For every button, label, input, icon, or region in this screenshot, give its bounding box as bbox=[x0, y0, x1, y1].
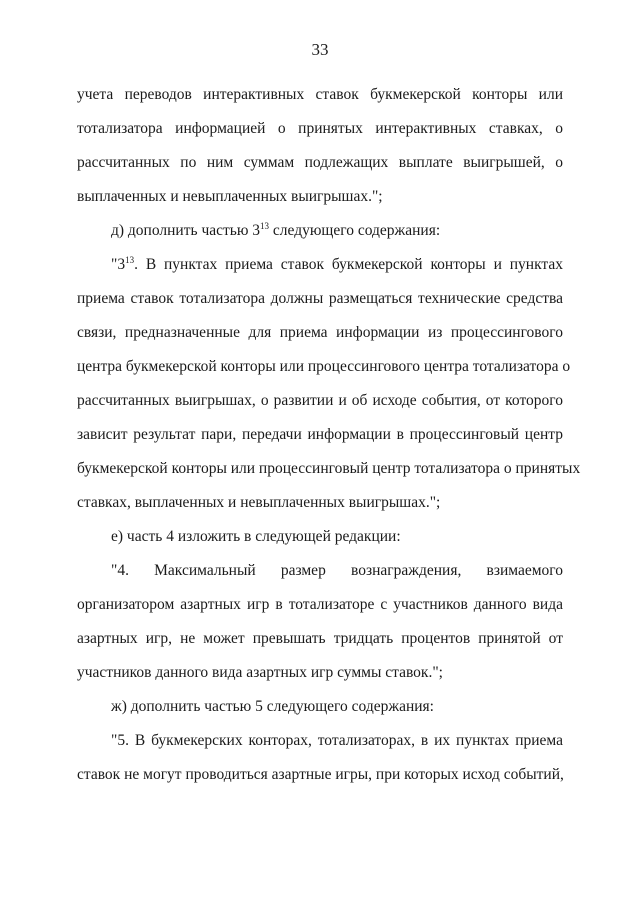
part-3-13-first-line: "$3^{13}$. В пунктах приема ставок букмекерской конторы и пунктах bbox=[111, 254, 563, 273]
text-line: приема ставок тотализатора должны размещаться технические средства bbox=[77, 290, 563, 307]
text-line: "4. Максимальный размер вознаграждения, взимаемого bbox=[111, 562, 563, 579]
text-line: азартных игр, не может превышать тридцать процентов принятой от bbox=[77, 630, 563, 647]
text-line: рассчитанных выигрышах, о развитии и об исходе события, от которого bbox=[77, 392, 563, 409]
text-line: ставок не могут проводиться азартные игры, при которых исход событий, bbox=[77, 766, 564, 783]
text-line: связи, предназначенные для приема информации из процессингового bbox=[77, 324, 563, 341]
list-item-e: е) часть 4 изложить в следующей редакции: bbox=[111, 528, 401, 545]
text-line: выплаченных и невыплаченных выигрышах."; bbox=[77, 188, 383, 205]
list-item-zh: ж) дополнить частью 5 следующего содержания: bbox=[111, 698, 434, 715]
text-line: букмекерской конторы или процессинговый центр тотализатора о принятых bbox=[77, 460, 581, 477]
text-line: ставках, выплаченных и невыплаченных выигрышах."; bbox=[77, 494, 441, 511]
list-item-d: д) дополнить частью $3^{13}$ следующего содержания: bbox=[111, 220, 441, 239]
text-line: "5. В букмекерских конторах, тотализаторах, в их пунктах приема bbox=[111, 732, 563, 749]
text-line: участников данного вида азартных игр суммы ставок."; bbox=[77, 664, 443, 681]
text-line: учета переводов интерактивных ставок букмекерской конторы или bbox=[77, 86, 563, 103]
text-line: рассчитанных по ним суммам подлежащих выплате выигрышей, о bbox=[77, 154, 563, 171]
document-body bbox=[77, 78, 581, 792]
text-line: центра букмекерской конторы или процессингового центра тотализатора о bbox=[77, 358, 571, 375]
page-number: 33 bbox=[311, 40, 329, 59]
text-line: зависит результат пари, передачи информации в процессинговый центр bbox=[77, 426, 563, 443]
text-line: организатором азартных игр в тотализаторе с участников данного вида bbox=[77, 596, 563, 613]
text-line: тотализатора информацией о принятых интерактивных ставках, о bbox=[77, 120, 563, 137]
